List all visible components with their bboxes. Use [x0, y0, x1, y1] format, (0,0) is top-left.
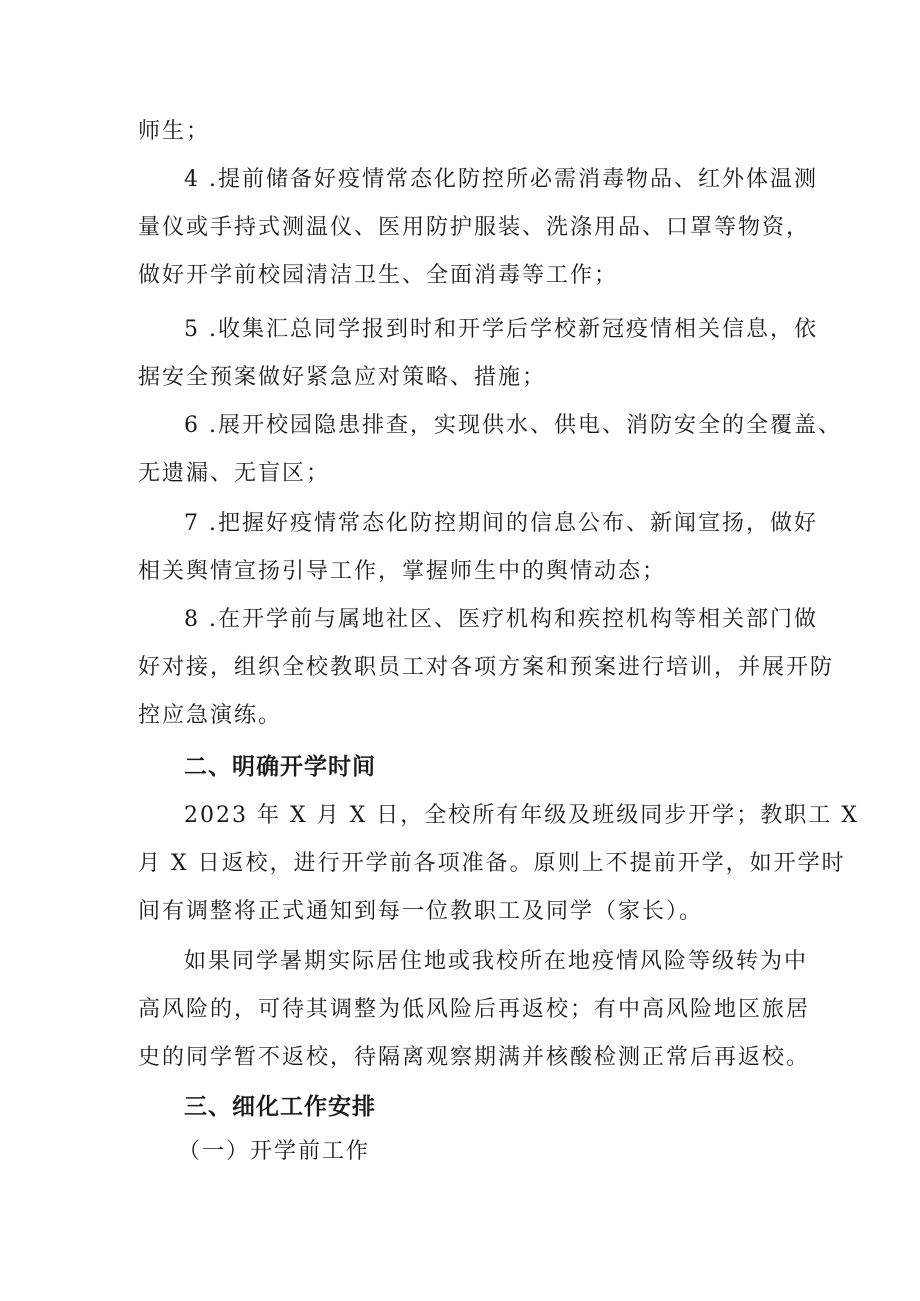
list-item-7-line-2: 相关舆情宣扬引导工作，掌握师生中的舆情动态；: [138, 559, 667, 584]
list-item-5-line-1: 5 .收集汇总同学报到时和开学后学校新冠疫情相关信息，依: [184, 317, 818, 342]
section2-para2-line-1: 如果同学暑期实际居住地或我校所在地疫情风险等级转为中: [184, 949, 809, 974]
paragraph-line: 师生；: [138, 119, 211, 144]
list-item-4-line-3: 做好开学前校园清洁卫生、全面消毒等工作；: [138, 263, 619, 288]
list-item-8-line-3: 控应急演练。: [138, 703, 283, 728]
list-item-5-line-2: 据安全预案做好紧急应对策略、措施；: [138, 365, 547, 390]
section2-para1-line-1: 2023 年 X 月 X 日，全校所有年级及班级同步开学；教职工 X: [184, 803, 859, 828]
section2-para1-line-2: 月 X 日返校，进行开学前各项准备。原则上不提前开学，如开学时: [138, 851, 846, 876]
list-item-4-line-1: 4 .提前储备好疫情常态化防控所必需消毒物品、红外体温测: [184, 167, 818, 192]
section2-para2-line-2: 高风险的，可待其调整为低风险后再返校；有中高风险地区旅居: [138, 997, 811, 1022]
list-item-6-line-2: 无遗漏、无盲区；: [138, 461, 331, 486]
section-heading-3: 三、细化工作安排: [184, 1094, 376, 1120]
section2-para2-line-3: 史的同学暂不返校，待隔离观察期满并核酸检测正常后再返校。: [138, 1045, 811, 1070]
list-item-8-line-1: 8 .在开学前与属地社区、医疗机构和疾控机构等相关部门做: [184, 607, 818, 632]
section-heading-2: 二、明确开学时间: [184, 754, 376, 780]
list-item-8-line-2: 好对接，组织全校教职员工对各项方案和预案进行培训，并展开防: [138, 655, 835, 680]
subsection-heading: （一）开学前工作: [178, 1139, 371, 1164]
list-item-6-line-1: 6 .展开校园隐患排查，实现供水、供电、消防安全的全覆盖、: [184, 413, 842, 438]
section2-para1-line-3: 间有调整将正式通知到每一位教职工及同学（家长）。: [138, 899, 704, 924]
list-item-7-line-1: 7 .把握好疫情常态化防控期间的信息公布、新闻宣扬，做好: [184, 511, 818, 536]
list-item-4-line-2: 量仪或手持式测温仪、医用防护服装、洗涤用品、口罩等物资，: [138, 215, 811, 240]
